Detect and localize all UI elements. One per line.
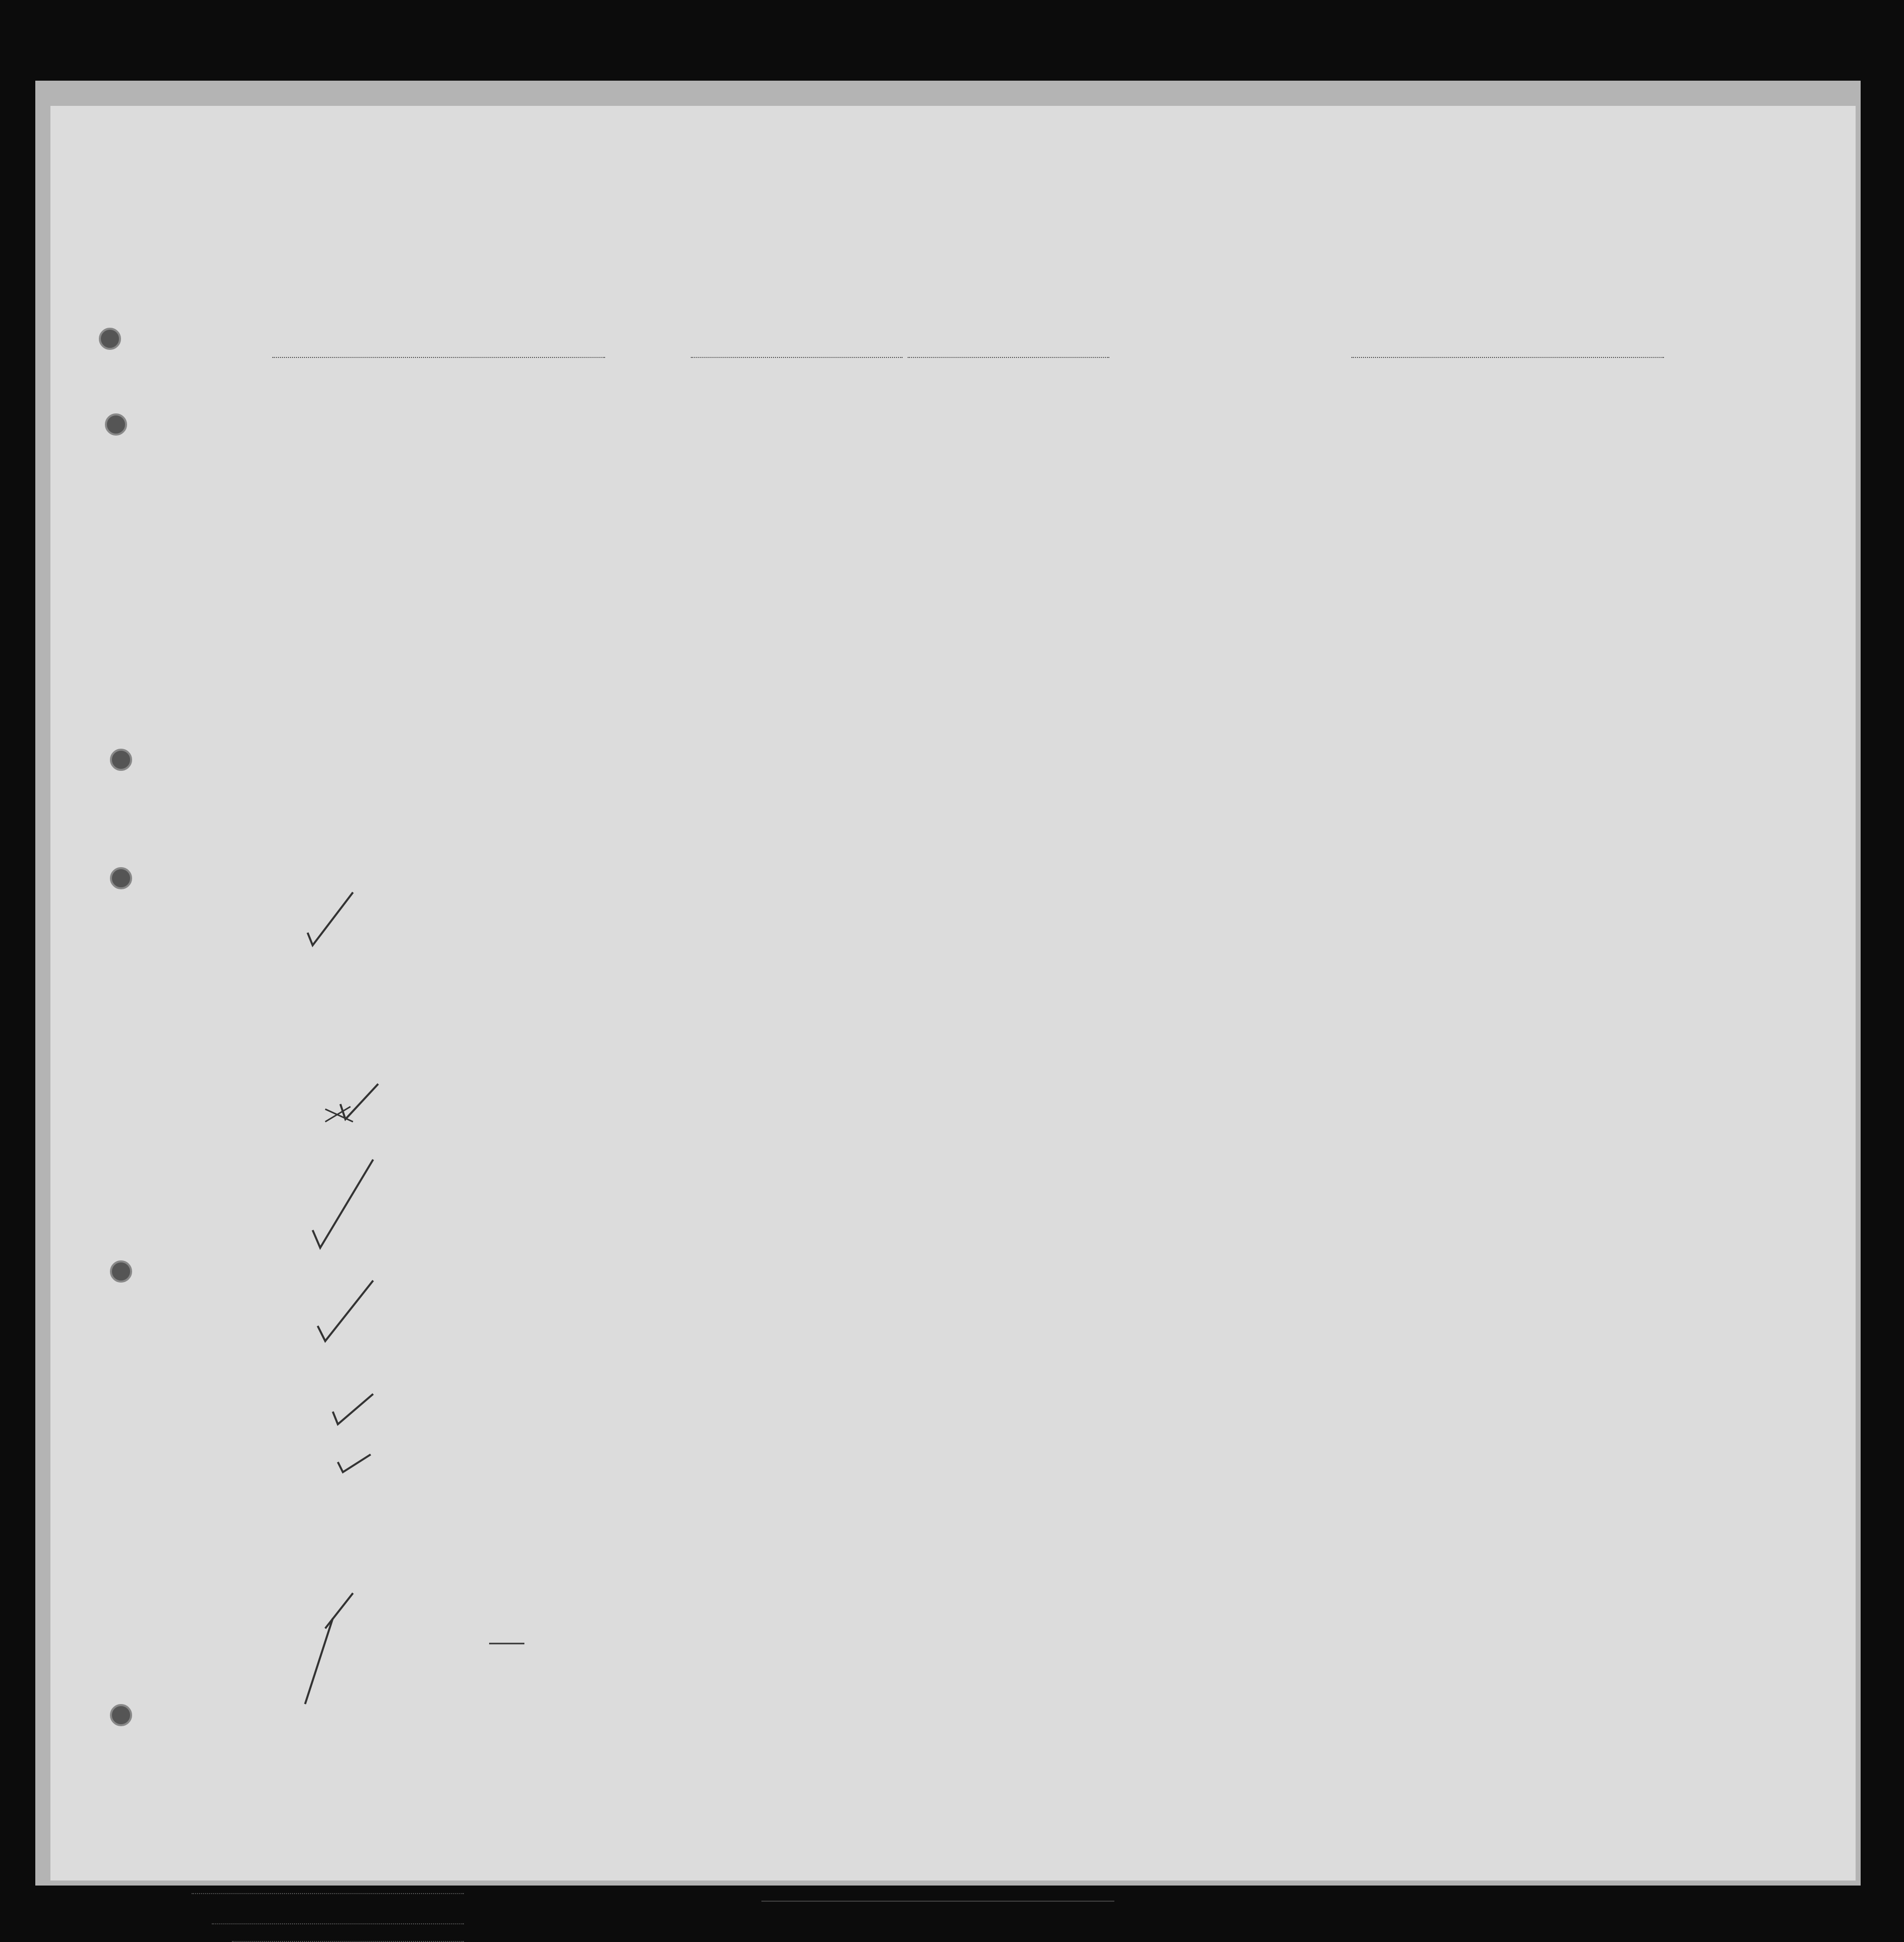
- line-underline: [192, 1893, 464, 1894]
- manifest-page: [50, 106, 1856, 1880]
- handwritten-strokes: [50, 106, 1856, 1880]
- owners-underline: [212, 1923, 464, 1924]
- inspector-signature-line: [761, 1901, 1114, 1902]
